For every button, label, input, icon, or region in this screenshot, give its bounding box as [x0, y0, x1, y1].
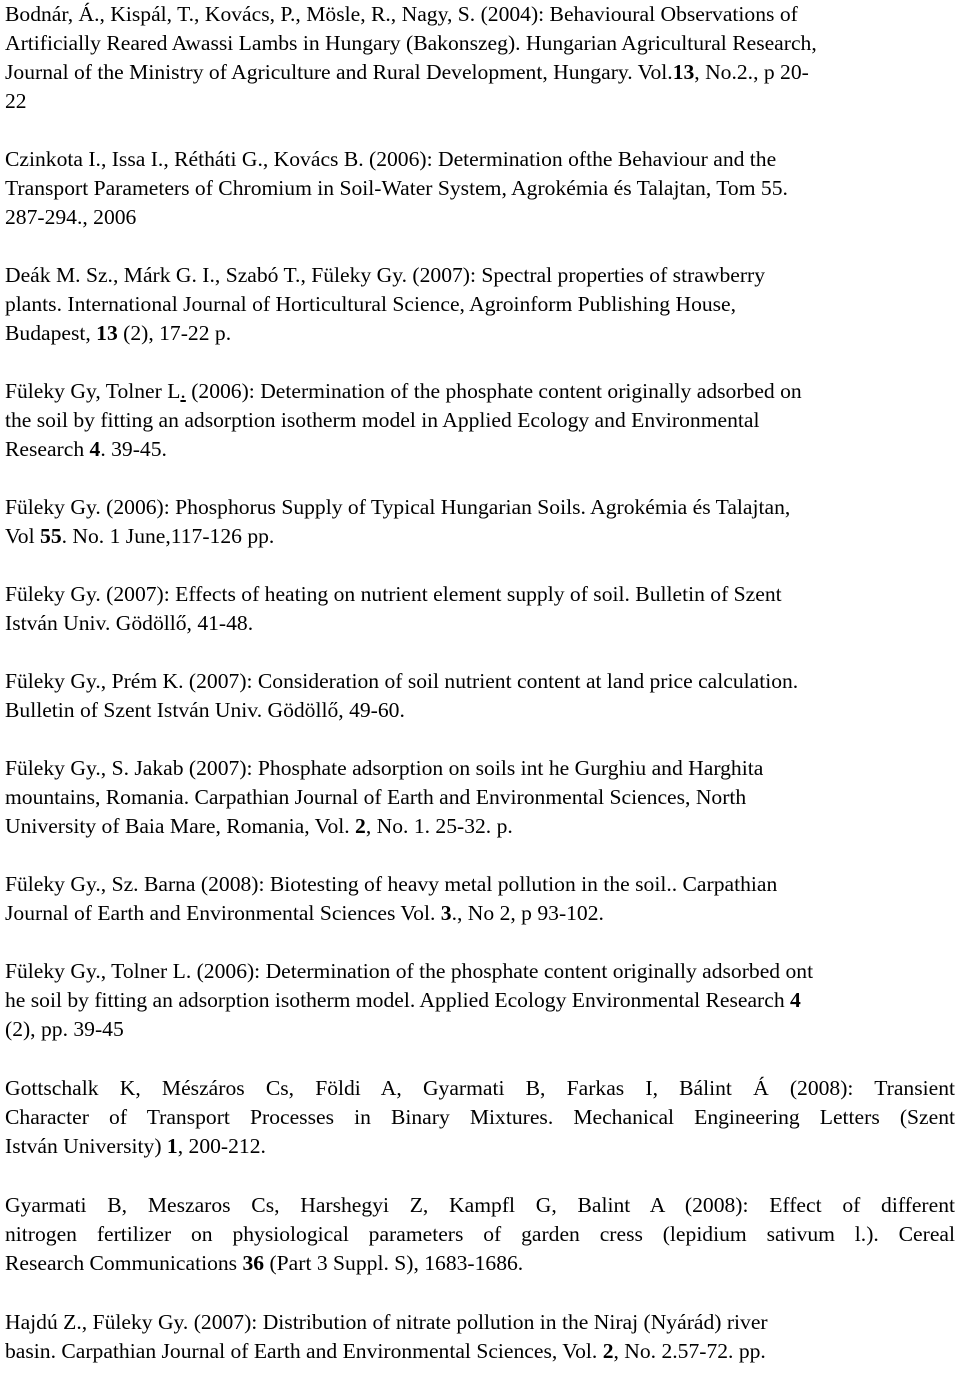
reference-line: 287-294., 2006 — [5, 205, 137, 229]
reference-line: (2), pp. 39-45 — [5, 1017, 124, 1041]
reference-line: Artificially Reared Awassi Lambs in Hungary (Bakonszeg). Hungarian Agricultural Research, — [5, 31, 817, 55]
reference-line: Journal of the Ministry of Agriculture and Rural Development, Hungary. Vol.13, No.2., p 20- — [5, 60, 809, 84]
reference-line: basin. Carpathian Journal of Earth and Environmental Sciences, Vol. 2, No. 2.57-72. pp. — [5, 1339, 766, 1363]
reference-list — [5, 0, 955, 1366]
reference-entry — [5, 377, 955, 464]
reference-line: István University) 1, 200-212. — [5, 1134, 266, 1158]
reference-line: Journal of Earth and Environmental Sciences Vol. 3., No 2, p 93-102. — [5, 901, 604, 925]
reference-entry — [5, 957, 955, 1044]
reference-entry — [5, 261, 955, 348]
reference-line: Füleky Gy., S. Jakab (2007): Phosphate adsorption on soils int he Gurghiu and Harghita — [5, 756, 764, 780]
reference-line: Gyarmati B, Meszaros Cs, Harshegyi Z, Kampfl G, Balint A (2008): Effect of different — [5, 1193, 955, 1217]
reference-line: Bodnár, Á., Kispál, T., Kovács, P., Mösle, R., Nagy, S. (2004): Behavioural Observations of — [5, 2, 798, 26]
reference-line: Budapest, 13 (2), 17-22 p. — [5, 321, 232, 345]
reference-line: Füleky Gy, Tolner L. (2006): Determination of the phosphate content originally adsorbed on — [5, 379, 802, 403]
reference-entry — [5, 1191, 955, 1278]
reference-entry — [5, 667, 955, 725]
reference-line: the soil by fitting an adsorption isotherm model in Applied Ecology and Environmental — [5, 408, 760, 432]
reference-line: Füleky Gy. (2006): Phosphorus Supply of Typical Hungarian Soils. Agrokémia és Talajtan, — [5, 495, 791, 519]
reference-line: István Univ. Gödöllő, 41-48. — [5, 611, 254, 635]
reference-entry — [5, 493, 955, 551]
reference-line: nitrogen fertilizer on physiological parameters of garden cress (lepidium sativum l.). Cereal — [5, 1222, 955, 1246]
reference-line: mountains, Romania. Carpathian Journal of Earth and Environmental Sciences, North — [5, 785, 747, 809]
reference-line: Füleky Gy., Sz. Barna (2008): Biotesting of heavy metal pollution in the soil.. Carpathian — [5, 872, 778, 896]
reference-line: 22 — [5, 89, 27, 113]
reference-line: Vol 55. No. 1 June,117-126 pp. — [5, 524, 275, 548]
reference-line: Czinkota I., Issa I., Rétháti G., Kovács B. (2006): Determination ofthe Behaviour and the — [5, 147, 777, 171]
reference-line: Deák M. Sz., Márk G. I., Szabó T., Füleky Gy. (2007): Spectral properties of strawberry — [5, 263, 765, 287]
reference-entry — [5, 580, 955, 638]
reference-line: Hajdú Z., Füleky Gy. (2007): Distribution of nitrate pollution in the Niraj (Nyárád) river — [5, 1310, 768, 1334]
reference-line: plants. International Journal of Horticultural Science, Agroinform Publishing House, — [5, 292, 737, 316]
reference-line: Bulletin of Szent István Univ. Gödöllő, 49-60. — [5, 698, 405, 722]
reference-entry — [5, 754, 955, 841]
reference-line: Transport Parameters of Chromium in Soil-Water System, Agrokémia és Talajtan, Tom 55. — [5, 176, 788, 200]
reference-line: Research 4. 39-45. — [5, 437, 167, 461]
reference-line: Füleky Gy., Prém K. (2007): Consideration of soil nutrient content at land price calculation. — [5, 669, 799, 693]
reference-entry — [5, 145, 955, 232]
reference-entry — [5, 1074, 955, 1161]
reference-line: Füleky Gy., Tolner L. (2006): Determination of the phosphate content originally adsorbed ont — [5, 959, 814, 983]
reference-entry — [5, 1308, 955, 1366]
reference-line: University of Baia Mare, Romania, Vol. 2, No. 1. 25-32. p. — [5, 814, 513, 838]
reference-line: Gottschalk K, Mészáros Cs, Földi A, Gyarmati B, Farkas I, Bálint Á (2008): Transient — [5, 1076, 955, 1100]
reference-line: Character of Transport Processes in Binary Mixtures. Mechanical Engineering Letters (Szent — [5, 1105, 955, 1129]
reference-entry — [5, 870, 955, 928]
reference-line: Research Communications 36 (Part 3 Suppl. S), 1683-1686. — [5, 1251, 524, 1275]
reference-entry — [5, 0, 955, 116]
reference-line: Füleky Gy. (2007): Effects of heating on nutrient element supply of soil. Bulletin of Szent — [5, 582, 782, 606]
reference-line: he soil by fitting an adsorption isotherm model. Applied Ecology Environmental Research 4 — [5, 988, 801, 1012]
